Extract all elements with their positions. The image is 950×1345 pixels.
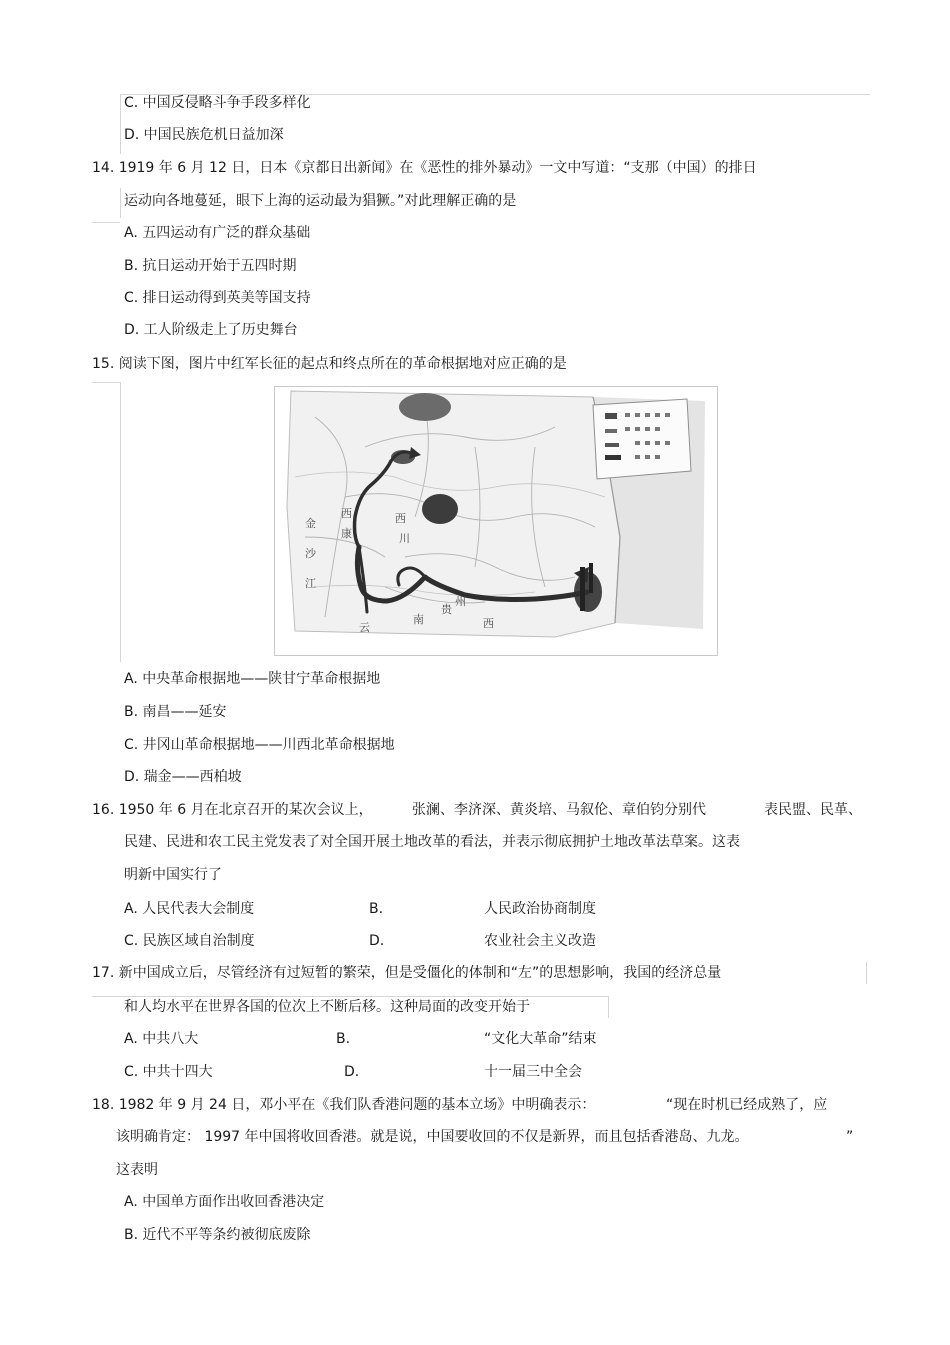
q16-stem-line1-c: 表民盟、民革、 [764, 802, 862, 818]
q17-option-d-letter: D. [344, 1064, 360, 1080]
long-march-map-drawing [275, 387, 717, 655]
q16-option-a: A. 人民代表大会制度 [124, 901, 255, 917]
q15-option-a: A. 中央革命根据地——陕甘宁革命根据地 [124, 671, 381, 687]
map-label-6: 南 [413, 613, 424, 626]
q14-option-c: C. 排日运动得到英美等国支持 [124, 290, 311, 306]
q15-option-b: B. 南昌——延安 [124, 704, 227, 720]
q17-stem-line1: 17. 新中国成立后，尽管经济有过短暂的繁荣，但是受僵化的体制和“左”的思想影响，我国的经济总量 [92, 965, 722, 981]
q18-stem-line1-a: 18. 1982 年 9 月 24 日，邓小平在《我们队香港问题的基本立场》中明确表示： [92, 1097, 596, 1113]
q17-option-c: C. 中共十四大 [124, 1064, 213, 1080]
left-rule-q13 [120, 94, 121, 154]
q15-option-c: C. 井冈山革命根据地——川西北革命根据地 [124, 737, 395, 753]
q16-stem-line1-b: 张澜、李济深、黄炎培、马叙伦、章伯钧分别代 [412, 802, 706, 818]
q14-stem-line1: 14. 1919 年 6 月 12 日，日本《京都日出新闻》在《恶性的排外暴动》一文中写道：“支那（中国）的排日 [92, 160, 757, 176]
map-label-9: 金 [305, 517, 316, 530]
map-blob-center [422, 494, 458, 524]
q16-stem-line2: 民建、民进和农工民主党发表了对全国开展土地改革的看法，并表示彻底拥护土地改革法草案。这表 [124, 834, 740, 850]
q18-stem-line1-b: “现在时机已经成熟了，应 [666, 1097, 828, 1113]
map-label-8: 云 [359, 621, 370, 634]
q16-option-c: C. 民族区域自治制度 [124, 933, 255, 949]
q16-option-b-letter: B. [369, 901, 384, 917]
q17-option-a: A. 中共八大 [124, 1031, 199, 1047]
q15-option-d: D. 瑞金——西柏坡 [124, 769, 242, 785]
q14-option-d: D. 工人阶级走上了历史舞台 [124, 322, 298, 338]
map-label-11: 江 [305, 577, 316, 590]
map-label-0: 西 [341, 507, 352, 520]
map-label-2: 西 [395, 512, 406, 525]
q16-option-d-text: 农业社会主义改造 [484, 933, 596, 949]
q16-stem-line1-a: 16. 1950 年 6 月在北京召开的某次会议上， [92, 802, 373, 818]
q18-stem-line2-a: 该明确肯定： 1997 年中国将收回香港。就是说，中国要收回的不仅是新界，而且包括香港岛、九龙。 [116, 1129, 749, 1145]
q17-option-b-letter: B. [336, 1031, 351, 1047]
q14-stem-line2: 运动向各地蔓延，眼下上海的运动最为猖獗。”对此理解正确的是 [124, 193, 517, 209]
map-legend [593, 399, 691, 479]
q16-option-d-letter: D. [369, 933, 385, 949]
q17-box-right [608, 996, 609, 1018]
map-label-7: 西 [483, 617, 494, 630]
q18-stem-line2-b: ” [846, 1129, 854, 1145]
map-label-10: 沙 [305, 547, 316, 560]
q14-option-b: B. 抗日运动开始于五四时期 [124, 258, 297, 274]
q17-right-rule [866, 962, 867, 984]
left-rule-q14 [120, 188, 121, 218]
map-label-1: 康 [341, 527, 352, 540]
map-label-4: 贵 [441, 603, 452, 616]
q18-option-b: B. 近代不平等条约被彻底废除 [124, 1227, 311, 1243]
q17-stem-line2: 和人均水平在世界各国的位次上不断后移。这种局面的改变开始于 [124, 999, 530, 1015]
long-march-map [274, 386, 718, 656]
map-blob-northwest [399, 393, 451, 421]
map-label-5: 州 [455, 595, 466, 608]
q15-stem: 15. 阅读下图，图片中红军长征的起点和终点所在的革命根据地对应正确的是 [92, 356, 567, 372]
q16-stem-line3: 明新中国实行了 [124, 867, 222, 883]
q13-option-d: D. 中国民族危机日益加深 [124, 127, 284, 143]
q18-option-a: A. 中国单方面作出收回香港决定 [124, 1194, 325, 1210]
q17-option-b-text: “文化大革命”结束 [484, 1031, 597, 1047]
q15-tick [92, 382, 120, 383]
q14-tick [92, 222, 120, 223]
q14-option-a: A. 五四运动有广泛的群众基础 [124, 225, 311, 241]
q13-option-c: C. 中国反侵略斗争手段多样化 [124, 95, 311, 111]
q16-option-b-text: 人民政治协商制度 [484, 901, 596, 917]
q17-box-top [92, 996, 608, 997]
left-rule-q15 [120, 382, 121, 662]
map-label-3: 川 [399, 532, 410, 545]
q17-option-d-text: 十一届三中全会 [484, 1064, 582, 1080]
q18-stem-line3: 这表明 [116, 1162, 158, 1178]
